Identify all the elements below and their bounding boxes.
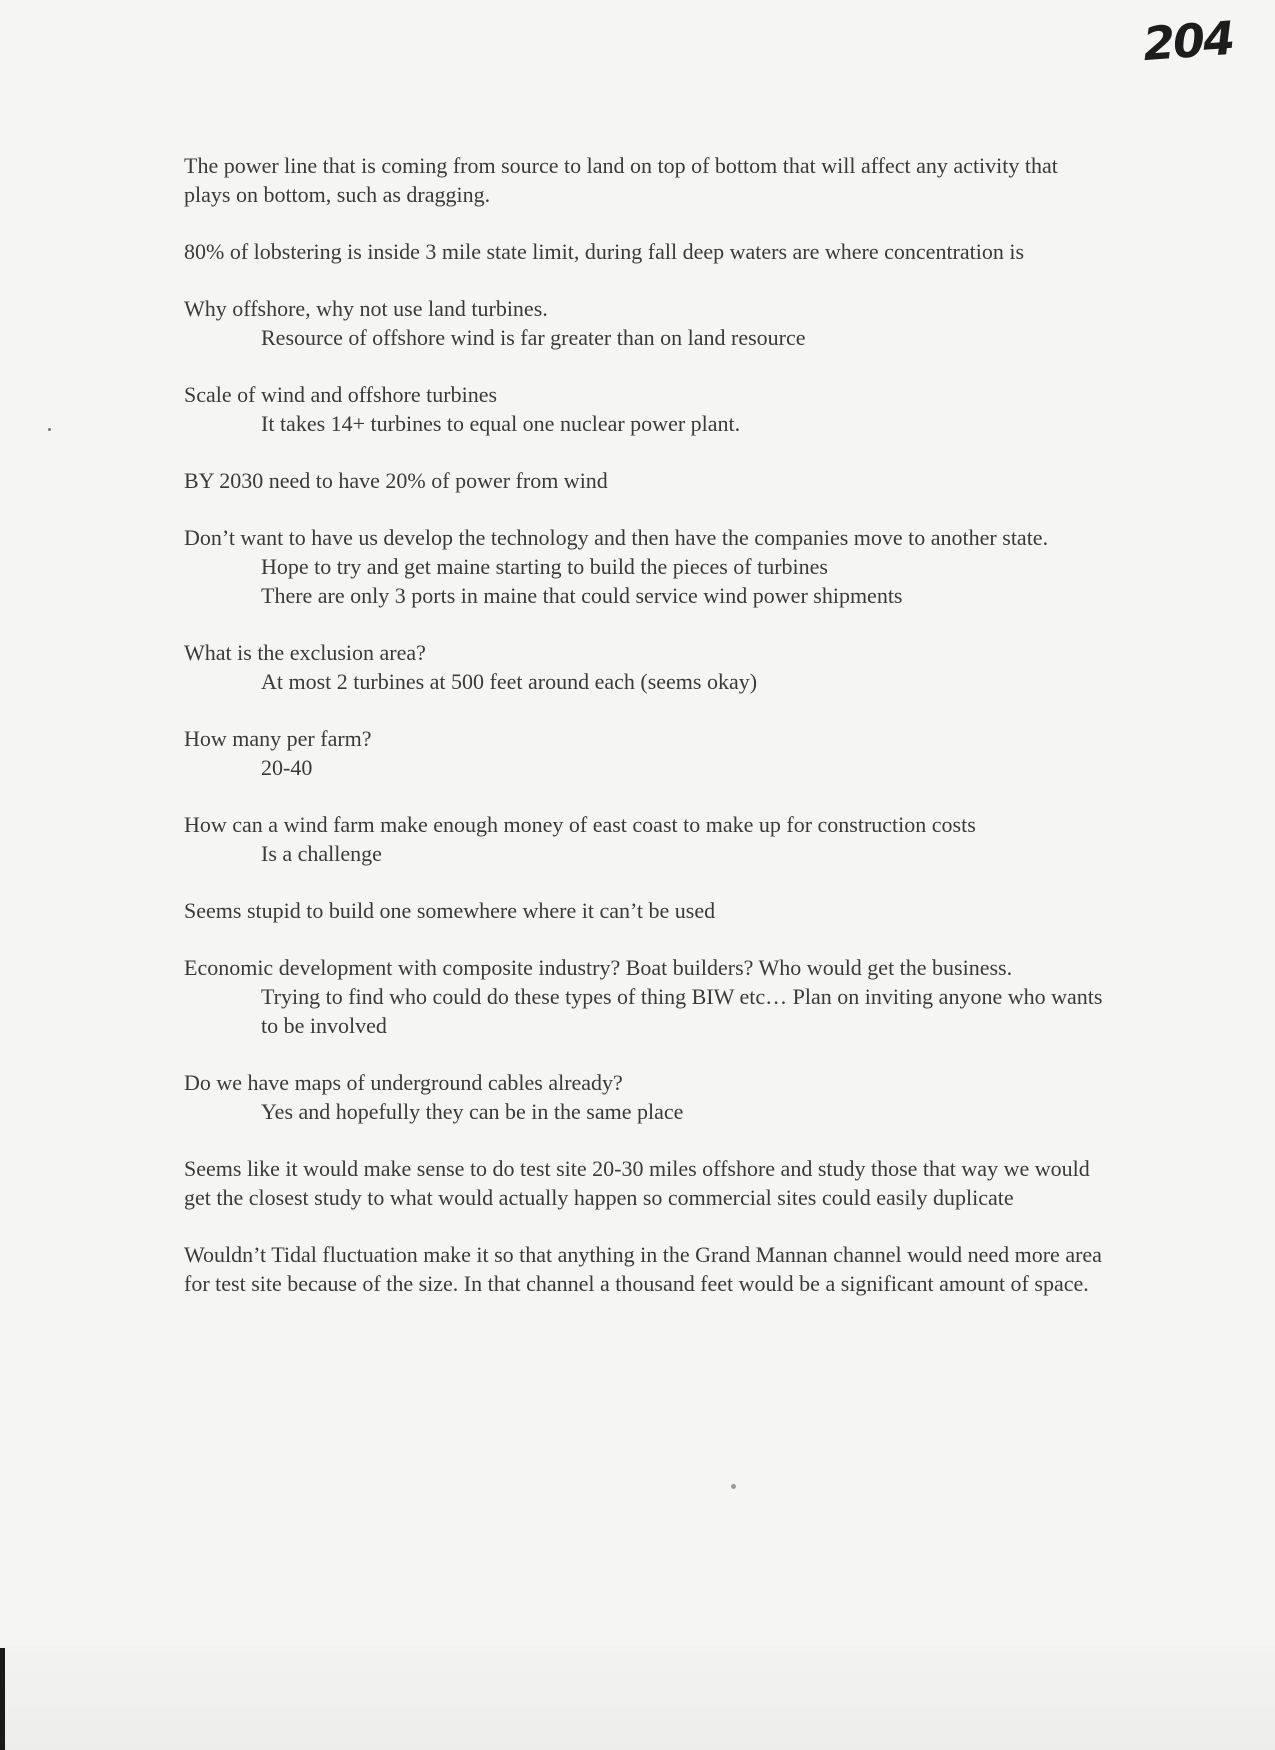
note-item [184, 294, 1104, 352]
note-item [184, 466, 1104, 495]
note-question: Why offshore, why not use land turbines. [184, 296, 548, 321]
note-question: Economic development with composite industry? Boat builders? Who would get the business. [184, 955, 1013, 980]
note-item [184, 953, 1104, 1040]
scan-edge-mark [0, 1648, 5, 1750]
note-item [184, 1068, 1104, 1126]
note-item [184, 151, 1104, 209]
note-item [184, 523, 1104, 610]
note-answer: There are only 3 ports in maine that could service wind power shipments [261, 583, 903, 608]
note-item [184, 638, 1104, 696]
note-item [184, 1154, 1104, 1212]
note-question: Don’t want to have us develop the technology and then have the companies move to another state. [184, 525, 1049, 550]
note-item [184, 896, 1104, 925]
note-question: Seems like it would make sense to do test site 20-30 miles offshore and study those that way we would get the closest study to what would actually happen so commercial sites could easily duplicate [184, 1156, 1090, 1210]
note-answer: Is a challenge [261, 841, 382, 866]
note-item [184, 237, 1104, 266]
meeting-notes [184, 151, 1104, 1326]
scan-speck [731, 1484, 736, 1489]
note-question: Seems stupid to build one somewhere where it can’t be used [184, 898, 716, 923]
note-item [184, 724, 1104, 782]
note-question: Wouldn’t Tidal fluctuation make it so that anything in the Grand Mannan channel would need more area for test site because of the size. In that channel a thousand feet would be a significant amount of space. [184, 1242, 1102, 1296]
note-question: BY 2030 need to have 20% of power from wind [184, 468, 608, 493]
note-answer: It takes 14+ turbines to equal one nuclear power plant. [261, 411, 741, 436]
note-item [184, 1240, 1104, 1298]
note-question: How can a wind farm make enough money of east coast to make up for construction costs [184, 812, 976, 837]
note-question: How many per farm? [184, 726, 372, 751]
scan-speck [48, 428, 51, 431]
handwritten-page-number: 204 [1141, 10, 1235, 72]
note-question: What is the exclusion area? [184, 640, 426, 665]
note-answer: Resource of offshore wind is far greater than on land resource [261, 325, 806, 350]
note-answer: 20-40 [261, 755, 313, 780]
note-item [184, 380, 1104, 438]
note-question: Do we have maps of underground cables already? [184, 1070, 623, 1095]
note-answer: At most 2 turbines at 500 feet around each (seems okay) [261, 669, 758, 694]
note-question: The power line that is coming from source to land on top of bottom that will affect any activity that plays on bottom, such as dragging. [184, 153, 1058, 207]
scan-shadow [0, 1646, 1275, 1750]
note-item [184, 810, 1104, 868]
note-answer: Yes and hopefully they can be in the same place [261, 1099, 684, 1124]
note-answer: Hope to try and get maine starting to build the pieces of turbines [261, 554, 828, 579]
note-question: 80% of lobstering is inside 3 mile state limit, during fall deep waters are where concentration is [184, 239, 1025, 264]
note-question: Scale of wind and offshore turbines [184, 382, 498, 407]
note-answer: Trying to find who could do these types of thing BIW etc… Plan on inviting anyone who wants to be involved [261, 984, 1103, 1038]
